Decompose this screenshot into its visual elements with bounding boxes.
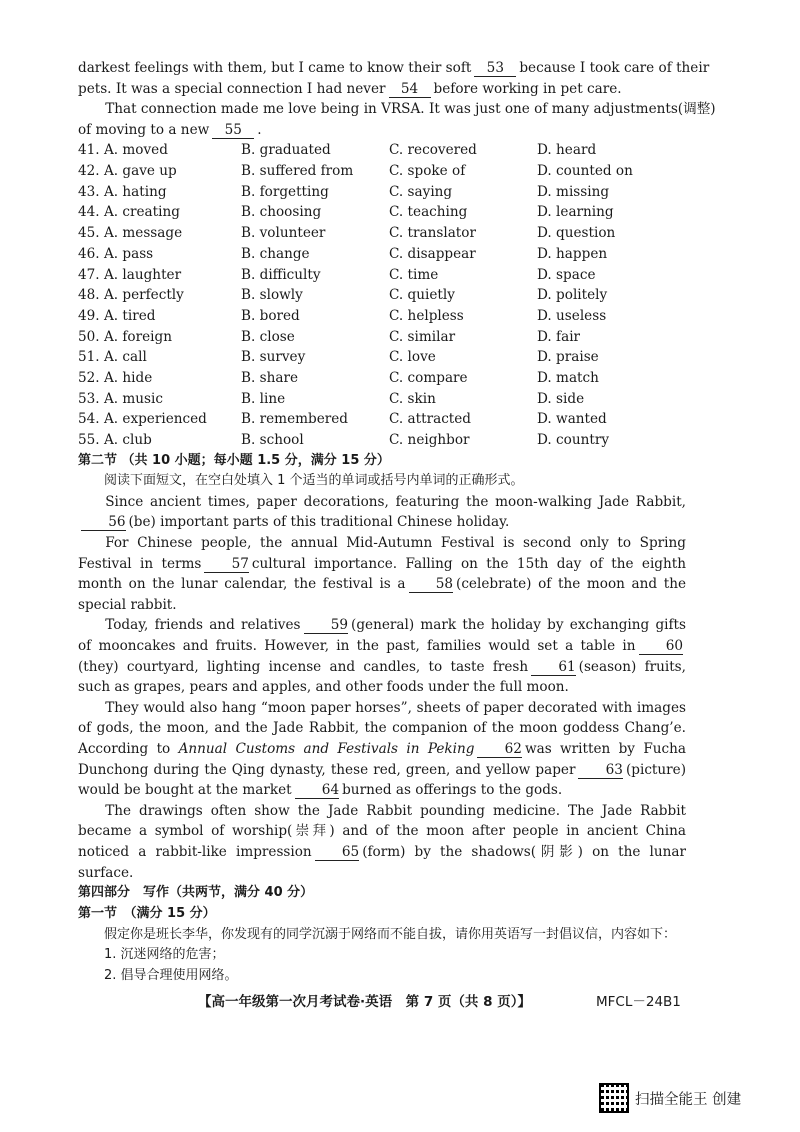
option-row (78, 140, 686, 161)
option-a: 47. A. laughter (78, 266, 182, 283)
option-a: 44. A. creating (78, 204, 180, 221)
text: (be) important parts of this traditional Chinese holiday. (128, 514, 510, 531)
text: Today, friends and relatives (105, 617, 301, 634)
text: They would also hang “moon paper horses”, sheets of paper decorated with images of gods, the moon, and the Jade Rabbit, the companion of the moon goddess Chang’e. According to (78, 699, 686, 757)
cloze-paragraph-4 (78, 698, 686, 801)
text: darkest feelings with them, but I came to know their soft (78, 60, 472, 76)
qr-code-icon (599, 1083, 629, 1113)
passage-line-4 (78, 120, 686, 141)
option-d: D. wanted (537, 411, 607, 428)
option-d: D. useless (537, 307, 607, 324)
blank-54: 54 (389, 82, 431, 98)
option-c: C. helpless (389, 307, 464, 324)
text: burned as offerings to the gods. (342, 782, 563, 799)
option-row (78, 265, 686, 286)
option-b: B. volunteer (241, 225, 326, 242)
text: The drawings often show the Jade Rabbit pounding medicine. The Jade Rabbit became a symbol of worship(崇拜) and of the moon after people in ancient China noticed a rabbit-like impression (78, 802, 686, 860)
text: pets. It was a special connection I had never (78, 80, 386, 97)
option-row (78, 389, 686, 410)
option-a: 50. A. foreign (78, 328, 172, 345)
option-c: C. love (389, 349, 436, 366)
option-c: C. recovered (389, 142, 477, 159)
text: (general) mark the holiday by exchanging gifts of mooncakes and fruits. However, in the past, families would set a table in (78, 617, 686, 655)
text: before working in pet care. (433, 80, 622, 97)
option-c: C. saying (389, 183, 453, 200)
text: of moving to a new (78, 121, 210, 138)
option-c: C. skin (389, 390, 436, 407)
option-row (78, 285, 686, 306)
option-b: B. school (241, 432, 304, 448)
passage-line-1 (78, 58, 710, 79)
text: (they) courtyard, lighting incense and candles, to taste fresh (78, 658, 529, 675)
option-b: B. close (241, 328, 295, 345)
text: cultural importance. Falling on the 15th day of the eighth month on the lunar calendar, the festival is a (78, 555, 686, 593)
option-a: 45. A. message (78, 225, 183, 242)
blank-64: 64 (295, 783, 340, 799)
watermark-text: 扫描全能王 创建 (635, 1091, 742, 1108)
text: (season) fruits, such as grapes, pears and apples, and other foods under the full moon. (78, 658, 686, 696)
option-b: B. difficulty (241, 266, 321, 283)
options-table (78, 140, 686, 450)
text: (form) by the shadows(阴影) on the lunar surface. (78, 843, 686, 881)
blank-63: 63 (578, 763, 623, 779)
option-a: 55. A. club (78, 432, 152, 448)
option-c: C. disappear (389, 245, 476, 262)
book-title: Annual Customs and Festivals in Peking (178, 741, 475, 757)
option-a: 52. A. hide (78, 369, 153, 386)
option-row (78, 347, 686, 368)
cloze-passage (78, 492, 686, 883)
option-b: B. suffered from (241, 163, 354, 180)
option-b: B. survey (241, 349, 306, 366)
text: (celebrate) of the moon and the special rabbit. (78, 576, 686, 613)
option-c: C. quietly (389, 287, 455, 304)
option-b: B. graduated (241, 142, 331, 159)
option-c: C. neighbor (389, 432, 470, 448)
option-a: 54. A. experienced (78, 411, 207, 428)
option-b: B. line (241, 390, 286, 407)
option-d: D. side (537, 390, 585, 407)
option-d: D. counted on (537, 163, 633, 180)
blank-61: 61 (531, 660, 576, 676)
section2-heading: 第二节 （共 10 小题；每小题 1.5 分，满分 15 分） (78, 452, 390, 468)
blank-58: 58 (409, 577, 454, 593)
option-d: D. politely (537, 287, 608, 304)
blank-60: 60 (639, 639, 684, 655)
writing-task: 假定你是班长李华，你发现有的同学沉溺于网络而不能自拔，请你用英语写一封倡议信，内容如下： (104, 927, 677, 943)
text: (picture) would be bought at the market (78, 761, 686, 799)
option-row (78, 368, 686, 389)
option-b: B. slowly (241, 287, 303, 304)
option-b: B. remembered (241, 411, 348, 428)
option-a: 49. A. tired (78, 307, 156, 324)
option-b: B. change (241, 245, 310, 262)
option-c: C. spoke of (389, 163, 466, 180)
option-row (78, 430, 686, 451)
option-c: C. similar (389, 328, 456, 345)
option-c: C. teaching (389, 204, 468, 221)
option-row (78, 244, 686, 265)
blank-59: 59 (304, 618, 349, 634)
option-d: D. happen (537, 245, 608, 262)
option-d: D. praise (537, 349, 599, 366)
option-c: C. attracted (389, 411, 472, 428)
blank-55: 55 (212, 123, 254, 139)
option-c: C. compare (389, 369, 468, 386)
paper-code: MFCL－24B1 (596, 994, 681, 1010)
option-row (78, 327, 686, 348)
blank-56: 56 (81, 515, 126, 531)
option-d: D. missing (537, 183, 610, 200)
option-a: 41. A. moved (78, 142, 168, 159)
option-b: B. forgetting (241, 183, 329, 200)
blank-65: 65 (315, 845, 360, 861)
option-c: C. translator (389, 225, 476, 242)
option-a: 46. A. pass (78, 245, 154, 262)
option-a: 51. A. call (78, 349, 147, 366)
option-a: 48. A. perfectly (78, 287, 184, 304)
page-footer (198, 990, 698, 1010)
scanner-watermark (599, 1083, 741, 1113)
option-b: B. bored (241, 307, 300, 324)
blank-57: 57 (204, 557, 249, 573)
option-d: D. heard (537, 142, 597, 159)
text: was written by Fucha Dunchong during the Qing dynasty, these red, green, and yellow paper (78, 741, 686, 778)
option-c: C. time (389, 266, 439, 283)
passage-line-2 (78, 79, 686, 100)
exam-page (78, 58, 716, 987)
option-d: D. fair (537, 328, 581, 345)
text: Since ancient times, paper decorations, featuring the moon-walking Jade Rabbit, (105, 493, 686, 510)
cloze-paragraph-2 (78, 533, 686, 615)
option-row (78, 409, 686, 430)
blank-62: 62 (477, 742, 522, 758)
option-a: 53. A. music (78, 390, 163, 407)
writing-item-1: 1. 沉迷网络的危害； (104, 947, 225, 963)
option-row (78, 182, 686, 203)
option-row (78, 306, 686, 327)
part4-subheading: 第一节 （满分 15 分） (78, 905, 216, 921)
part4-heading: 第四部分 写作（共两节，满分 40 分） (78, 885, 314, 901)
passage-line-3: That connection made me love being in VRSA. It was just one of many adjustments(调整) (105, 101, 716, 118)
text: For Chinese people, the annual Mid-Autumn Festival is second only to Spring Festival in terms (78, 535, 686, 572)
option-b: B. share (241, 369, 299, 386)
option-row (78, 161, 686, 182)
blank-53: 53 (474, 61, 516, 77)
option-a: 42. A. gave up (78, 163, 177, 180)
option-d: D. space (537, 266, 596, 283)
option-d: D. learning (537, 204, 614, 221)
cloze-paragraph-1 (78, 492, 686, 533)
text: . (257, 121, 262, 138)
option-row (78, 223, 686, 244)
text: because I took care of their (519, 60, 710, 76)
footer-text: 【高一年级第一次月考试卷·英语 第 7 页（共 8 页）】 (198, 994, 531, 1010)
option-d: D. country (537, 432, 610, 448)
writing-item-2: 2. 倡导合理使用网络。 (104, 967, 238, 983)
cloze-paragraph-5 (78, 801, 686, 883)
option-a: 43. A. hating (78, 183, 167, 200)
section2-instruction: 阅读下面短文，在空白处填入 1 个适当的单词或括号内单词的正确形式。 (104, 473, 524, 489)
option-d: D. question (537, 225, 616, 242)
cloze-paragraph-3 (78, 615, 686, 697)
option-d: D. match (537, 369, 599, 386)
option-row (78, 202, 686, 223)
option-b: B. choosing (241, 204, 322, 221)
